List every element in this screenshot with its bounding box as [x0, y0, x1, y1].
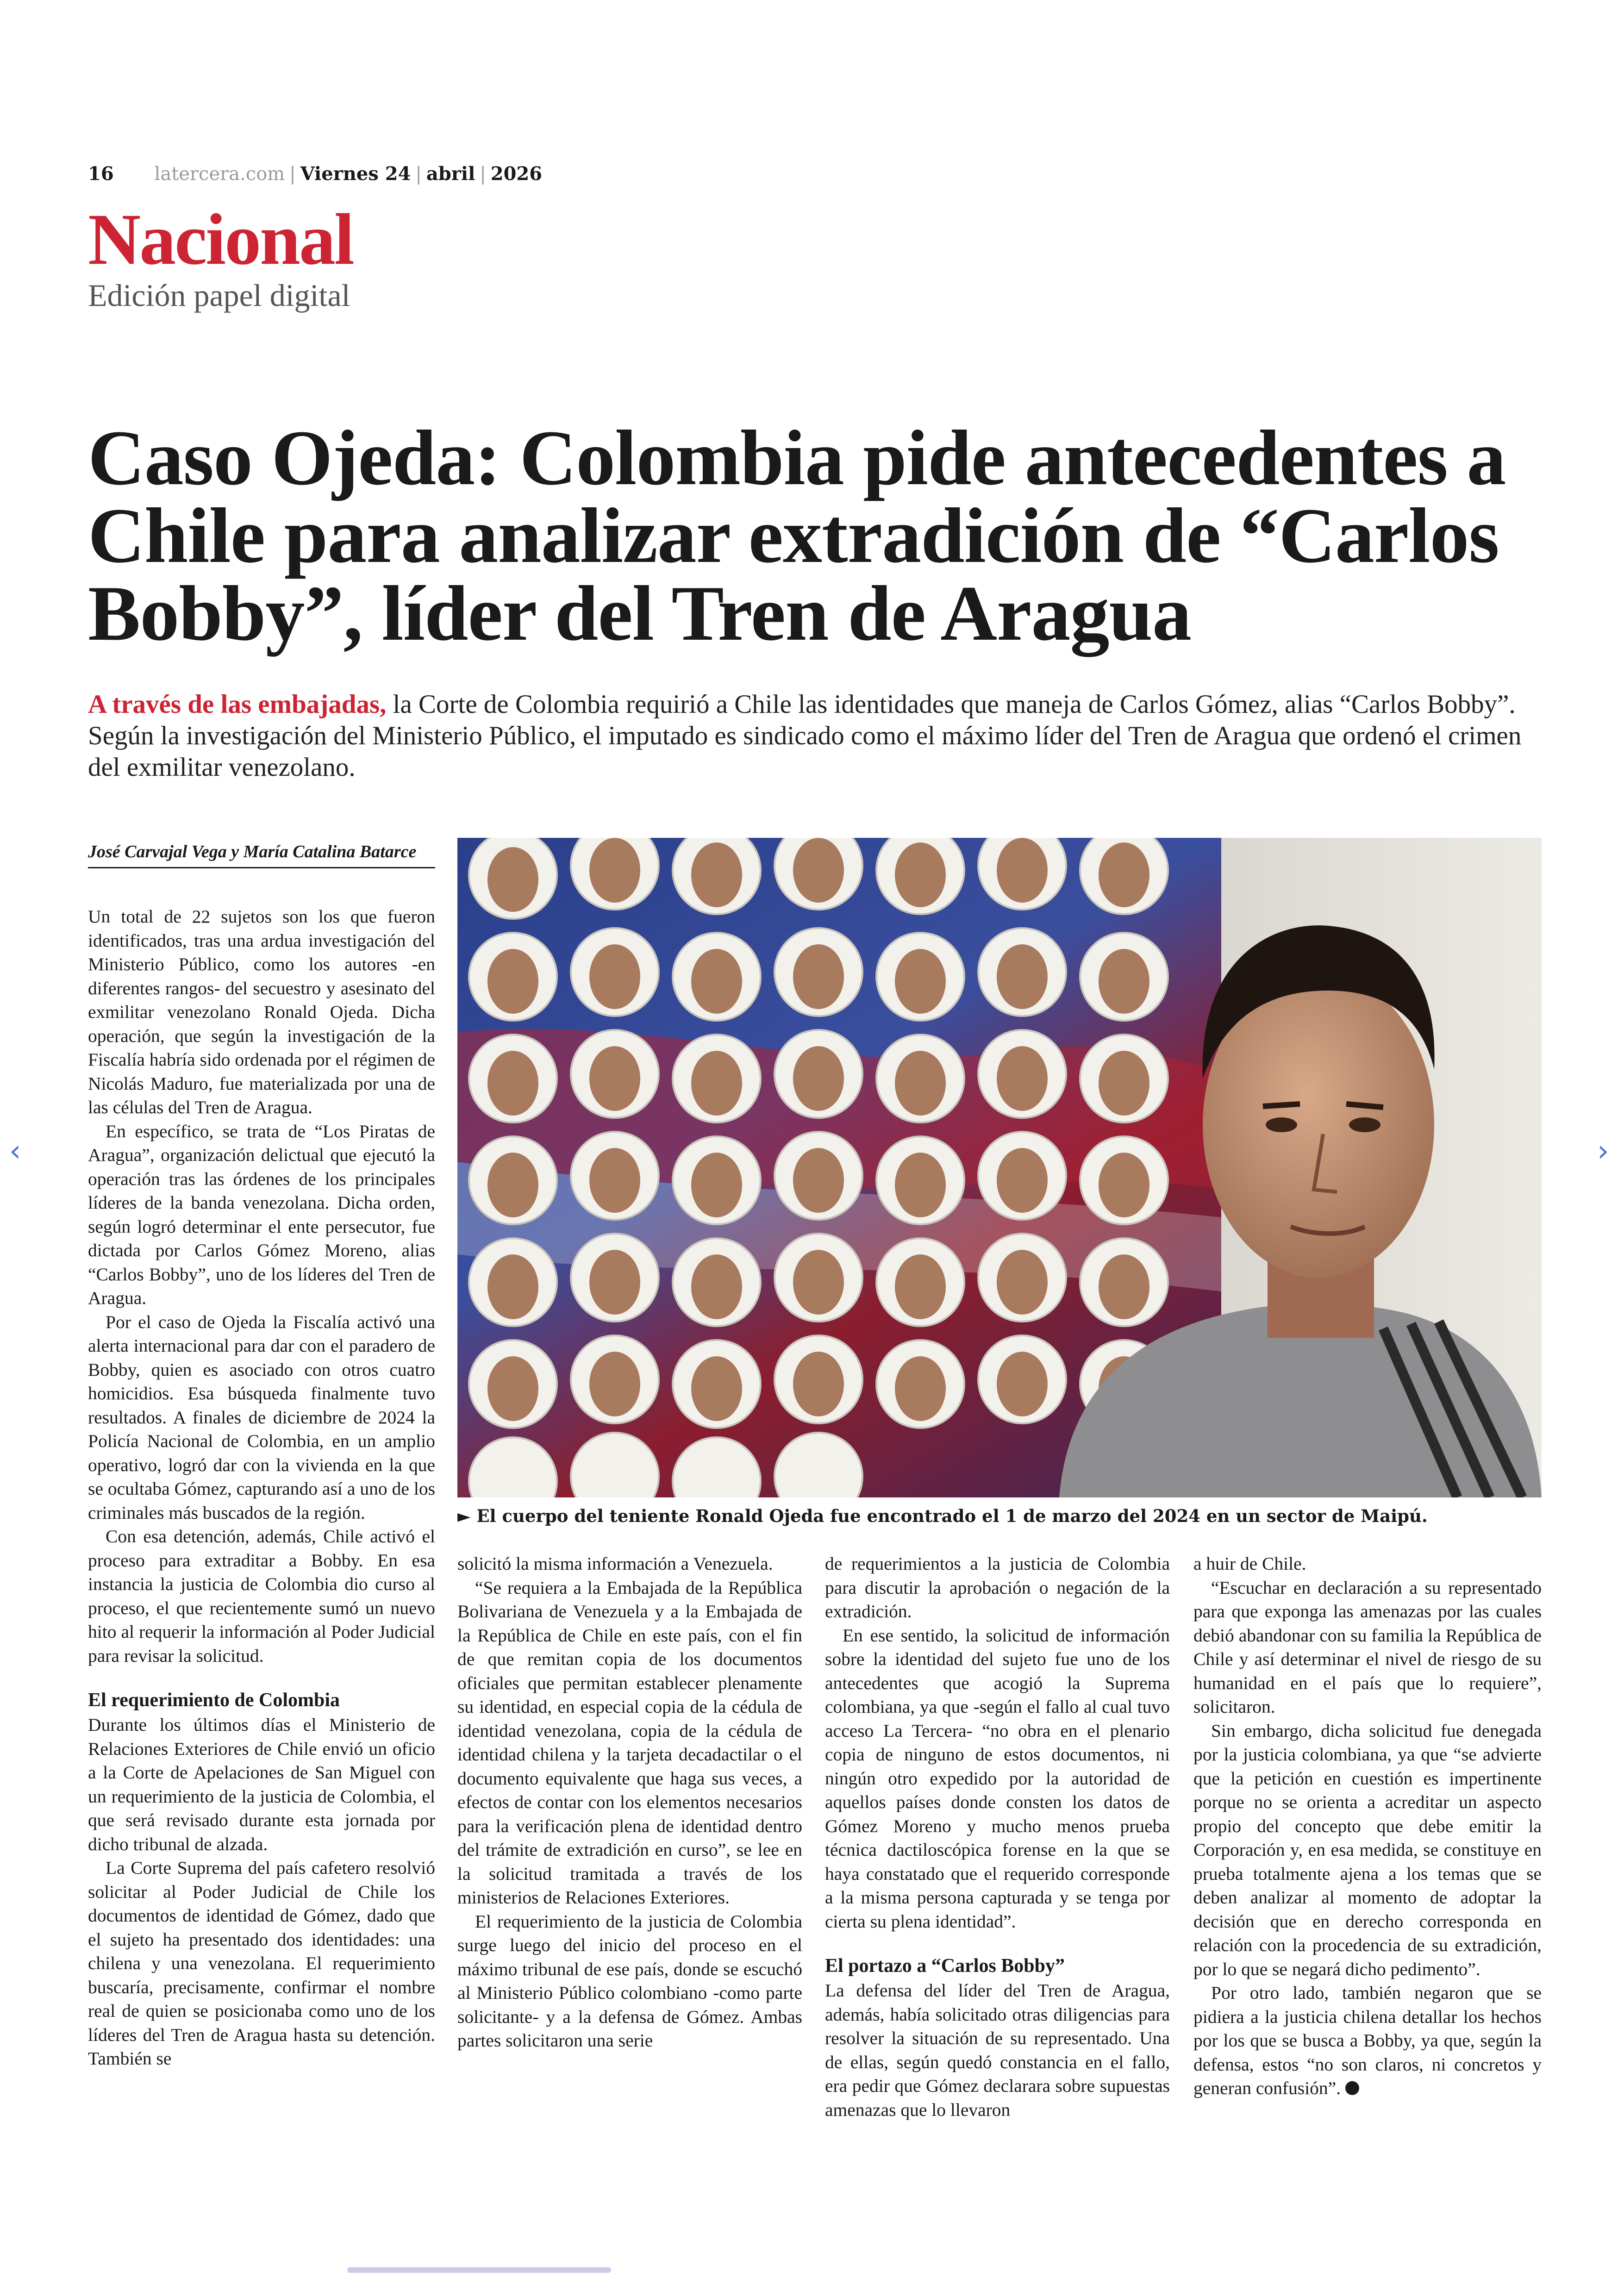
paragraph: de requerimientos a la justicia de Colombia para discutir la aprobación o negación de la extradición. — [825, 1553, 1170, 1621]
lede-highlight: A través de las embajadas, — [88, 690, 387, 719]
end-of-article-icon — [1345, 2081, 1359, 2095]
paragraph: Sin embargo, dicha solicitud fue denegada por la justicia colombiana, ya que “se advierte que la petición en cuestión es impertinente porque no se orienta a acreditar un aspecto propio del concepto que debe emitir la Corporación y, en esa medida, se constituye en prueba totalmente ajena a los temas que se deben analizar al momento de adoptar la decisión que en derecho corresponda en relación con la procedencia de su extradición, por lo que se negará dicho pedimento”. — [1193, 1720, 1542, 1979]
paragraph: solicitó la misma información a Venezuela. — [457, 1553, 773, 1574]
date-day: Viernes 24 — [300, 163, 411, 185]
paragraph: Durante los últimos días el Ministerio de Relaciones Exteriores de Chile envió un oficio a la Corte de Apelaciones de San Miguel con un requerimiento de la justicia de Colombia, el que será revisado durante esta jornada por dicho tribunal de alzada. — [88, 1715, 435, 1854]
paragraph: En ese sentido, la solicitud de información sobre la identidad del sujeto fue uno de los antecedentes que acogió la Suprema colombiana, ya que -según el fallo al cual tuvo acceso La Tercera- “no obra en el plenario copia de ninguno de estos documentos, ni ningún otro expedido por la autoridad de aquellos países donde consten los datos de Gómez Moreno y mucho menos prueba técnica dactiloscópica forense en la que se haya constatado que el requerido corresponde a la misma persona capturada y se tenga por cierta su plena identidad”. — [825, 1625, 1170, 1932]
photo-illustration — [457, 838, 1542, 1497]
article-column-1 — [88, 905, 435, 2071]
article-column-2 — [457, 1552, 802, 2053]
date-month: abril — [426, 163, 475, 185]
paragraph: “Escuchar en declaración a su representado para que exponga las amenazas por las cuales debió abandonar con su familia la República de Chile y así determinar el nivel de riesgo de su humanidad en el país que lo requiere”, solicitaron. — [1193, 1577, 1542, 1717]
subhead-colombia: El requerimiento de Colombia — [88, 1690, 340, 1711]
lede-text: la Corte de Colombia requirió a Chile las identidades que maneja de Carlos Gómez, alias “Carlos Bobby”. Según la investigación del Ministerio Público, el imputado es sindicado como el máximo líder del Tren de Aragua que ordenó el crimen del exmilitar venezolano. — [88, 690, 1522, 782]
paragraph: “Se requiera a la Embajada de la República Bolivariana de Venezuela y a la Embajada de la República de Chile en este país, con el fin de que remitan copia de los documentos oficiales que permitan establecer plenamente su identidad, en especial copia de la cédula de identidad venezolana, copia de la cédula de identidad chilena y la tarjeta decadactilar o el documento equivalente que haga sus veces, a efectos de contar con los elementos necesarios para la verificación plena de identidad dentro del trámite de extradición en curso”, se lee en la solicitud tramitada a través de los ministerios de Relaciones Exteriores. — [457, 1577, 802, 1908]
date-year: 2026 — [490, 163, 543, 185]
paragraph-last — [1193, 1981, 1542, 2101]
next-page-icon[interactable]: › — [1597, 1134, 1609, 1168]
subhead-portazo: El portazo a “Carlos Bobby” — [825, 1955, 1065, 1977]
site-name: latercera.com — [154, 163, 285, 185]
article-photo — [457, 838, 1542, 1497]
article-lede — [88, 689, 1532, 783]
paragraph: En específico, se trata de “Los Piratas de Aragua”, organización delictual que ejecutó la operación tras las órdenes de los principales líderes de la banda venezolana. Dicha orden, según logró determinar el ente persecutor, fue dictada por Carlos Gómez Moreno, alias “Carlos Bobby”, uno de los líderes del Tren de Aragua. — [88, 1121, 435, 1308]
section-subtitle: Edición papel digital — [88, 278, 350, 313]
page-number: 16 — [88, 163, 114, 185]
article-column-4 — [1193, 1552, 1542, 2101]
article-column-3 — [825, 1552, 1170, 2122]
section-title: Nacional — [88, 199, 353, 280]
paragraph: La Corte Suprema del país cafetero resolvió solicitar al Poder Judicial de Chile los documentos de identidad de Gómez, dado que el sujeto ha presentado dos identidades: una chilena y una venezolana. El requerimiento buscaría, precisamente, confirmar el nombre real de quien se posicionaba como uno de los líderes del Tren de Aragua hasta su detención. También se — [88, 1858, 435, 2069]
previous-page-icon[interactable]: ‹ — [9, 1134, 21, 1168]
paragraph: Por el caso de Ojeda la Fiscalía activó una alerta internacional para dar con el paradero de Bobby, quien es asociado con otros cuatro homicidios. Esa búsqueda finalmente tuvo resultados. A finales de diciembre de 2024 la Policía Nacional de Colombia, en un amplio operativo, logró dar con la vivienda en la que se ocultaba Gómez, capturando así a uno de los criminales más buscados de la región. — [88, 1311, 435, 1523]
folio-line: 16 latercera.com | Viernes 24 | abril | 2026 — [88, 163, 543, 185]
horizontal-scrollbar[interactable] — [347, 2267, 611, 2273]
photo-caption: ► El cuerpo del teniente Ronald Ojeda fue encontrado el 1 de marzo del 2024 en un sector de Maipú. — [457, 1506, 1428, 1526]
paragraph: a huir de Chile. — [1193, 1553, 1306, 1574]
paragraph: Un total de 22 sujetos son los que fueron identificados, tras una ardua investigación del Ministerio Público, como los autores -en diferentes rangos- del secuestro y asesinato del exmilitar venezolano Ronald Ojeda. Dicha operación, que según la investigación de la Fiscalía habría sido ordenada por el régimen de Nicolás Maduro, fue materializada por una de las células del Tren de Aragua. — [88, 906, 435, 1117]
paragraph: La defensa del líder del Tren de Aragua, además, había solicitado otras diligencias para resolver la situación de su representado. Una de ellas, según quedó constancia en el fallo, era pedir que Gómez declarara sobre supuestas amenazas que lo llevaron — [825, 1980, 1170, 2120]
paragraph: Con esa detención, además, Chile activó el proceso para extraditar a Bobby. En esa instancia la justicia de Colombia dio curso al proceso, el que recientemente sumó un nuevo hito al requerir la información al Poder Judicial para revisar la solicitud. — [88, 1526, 435, 1666]
article-headline: Caso Ojeda: Colombia pide antecedentes a Chile para analizar extradición de “Carlos Bobby”, líder del Tren de Aragua — [88, 414, 1506, 657]
last-paragraph-text: Por otro lado, también negaron que se pidiera a la justicia chilena detallar los hechos por los que se busca a Bobby, ya que, según la defensa, estos “no son claros, ni concretos y generan confusión”. — [1193, 1983, 1542, 2098]
byline: José Carvajal Vega y María Catalina Batarce — [88, 840, 435, 868]
paragraph: El requerimiento de la justicia de Colombia surge luego del inicio del proceso en el máximo tribunal de ese país, donde se escuchó al Ministerio Público colombiano -como parte solicitante- y a la defensa de Gómez. Ambas partes solicitaron una serie — [457, 1911, 802, 2051]
